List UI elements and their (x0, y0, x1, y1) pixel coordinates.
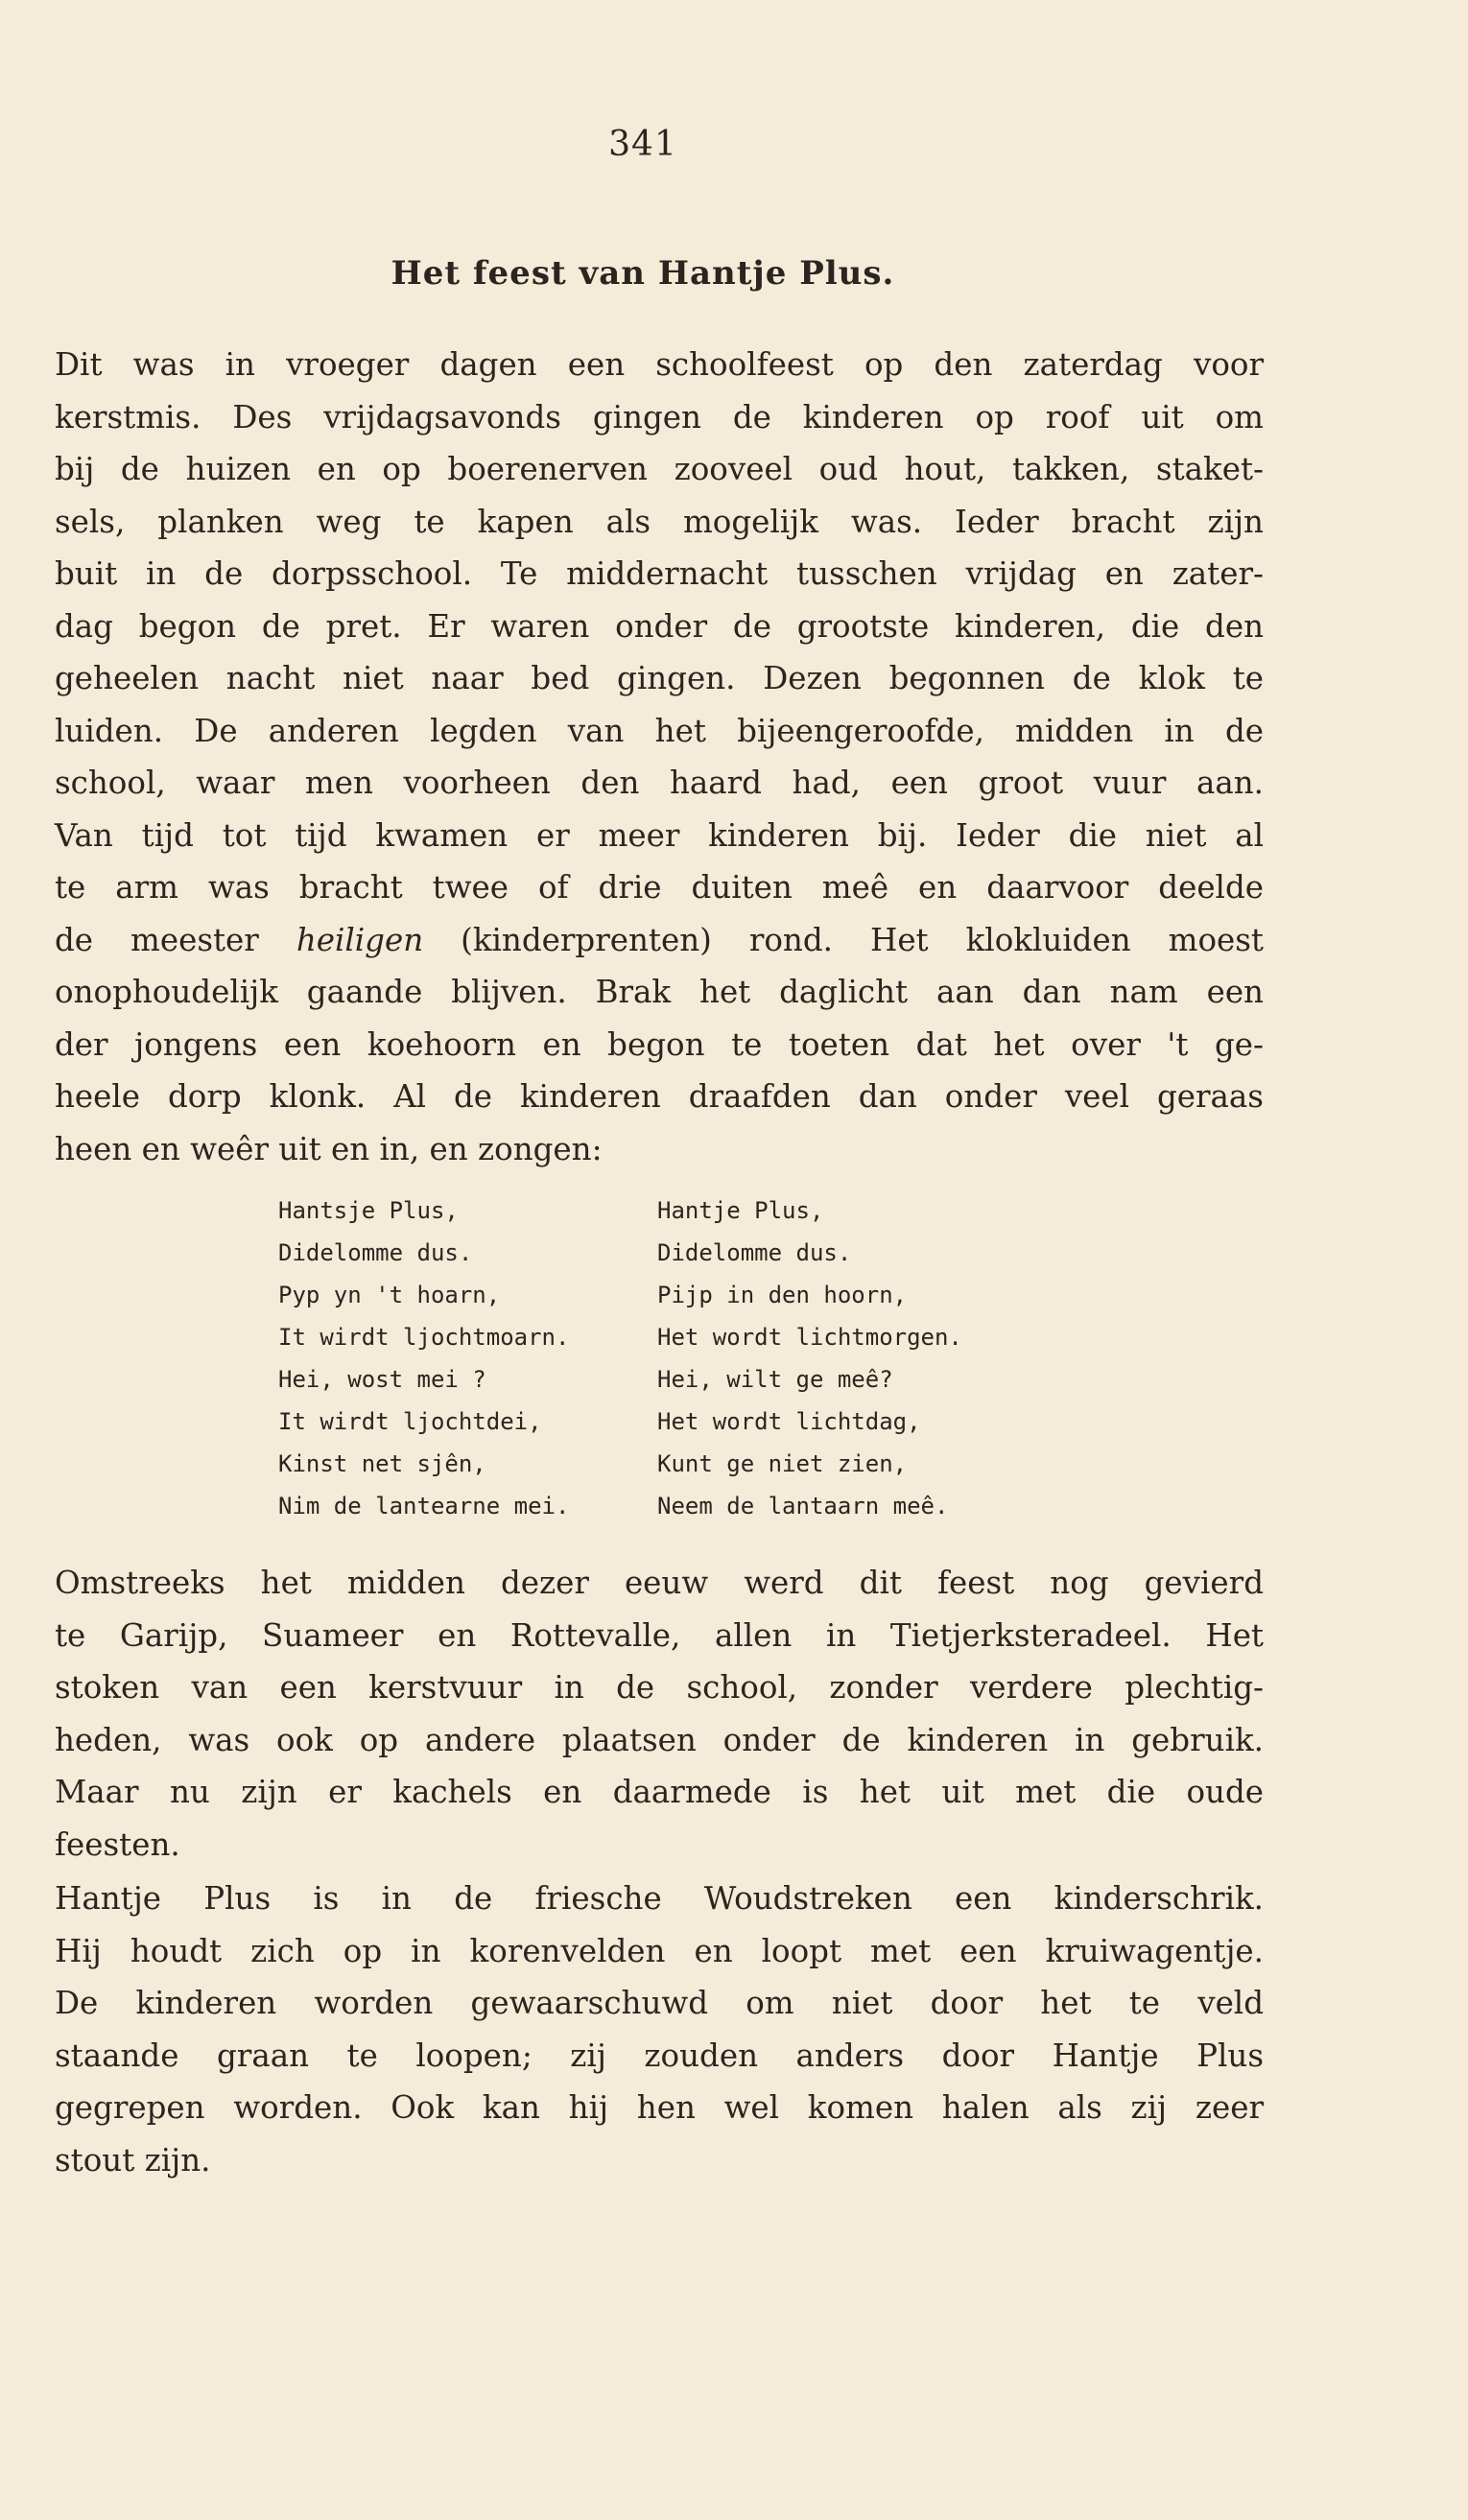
poem-frisian (278, 1189, 569, 1527)
poem-line: Het wordt lichtdag, (657, 1408, 921, 1435)
poem-line: Hei, wilt ge meê? (657, 1366, 893, 1393)
poem-line: Kunt ge niet zien, (657, 1450, 908, 1477)
poem-line: It wirdt ljochtmoarn. (278, 1324, 570, 1351)
text-line: Hij houdt zich op in korenvelden en loopt met een kruiwagentje. (55, 1932, 1264, 1969)
text-line: buit in de dorpsschool. Te middernacht tusschen vrijdag en zater- (55, 555, 1264, 592)
text-line: feesten. (55, 1825, 180, 1863)
text-line: Maar nu zijn er kachels en daarmede is het uit met die oude (55, 1774, 1264, 1810)
text-line: Dit was in vroeger dagen een schoolfeest op den zaterdag voor (55, 346, 1264, 383)
poem-line: Hei, wost mei ? (278, 1366, 486, 1393)
poem-line: Pijp in den hoorn, (657, 1282, 908, 1308)
poem-line: Didelomme dus. (657, 1239, 852, 1266)
text-line: Van tijd tot tijd kwamen er meer kinderen bij. Ieder die niet al (55, 816, 1264, 854)
text-line: te arm was bracht twee of drie duiten meê en daarvoor deelde (55, 869, 1264, 906)
poem-line: Pyp yn 't hoarn, (278, 1282, 501, 1308)
text-line: Omstreeks het midden dezer eeuw werd dit feest nog gevierd (55, 1565, 1264, 1601)
poem-line: Nim de lantearne mei. (278, 1493, 570, 1519)
text-line-with-italic (55, 914, 1264, 967)
poem-line: Het wordt lichtmorgen. (657, 1324, 962, 1351)
text-line: luiden. De anderen legden van het bijeengeroofde, midden in de (55, 712, 1264, 749)
text-line: heden, was ook op andere plaatsen onder de kinderen in gebruik. (55, 1721, 1264, 1758)
text-line: heen en weêr uit en in, en zongen: (55, 1130, 603, 1167)
text-line: stoken van een kerstvuur in de school, zonder verdere plechtig- (55, 1669, 1264, 1706)
page-title: Het feest van Hantje Plus. (391, 254, 895, 293)
hantje-paragraph (55, 1872, 1264, 2186)
text-line: stout zijn. (55, 2141, 211, 2179)
history-paragraph (55, 1557, 1264, 1871)
poem-line: Hantje Plus, (657, 1197, 824, 1224)
intro-paragraph (55, 339, 1264, 1175)
page-number: 341 (608, 125, 677, 164)
text-fragment: de meester (55, 921, 296, 958)
poem-line: It wirdt ljochtdei, (278, 1408, 542, 1435)
text-line: sels, planken weg te kapen als mogelijk was. Ieder bracht zijn (55, 503, 1264, 540)
text-line: dag begon de pret. Er waren onder de grootste kinderen, die den (55, 607, 1264, 645)
poem-line: Neem de lantaarn meê. (657, 1493, 949, 1519)
poem-line: Kinst net sjên, (278, 1450, 486, 1477)
text-line: school, waar men voorheen den haard had, een groot vuur aan. (55, 765, 1264, 801)
text-line: Hantje Plus is in de friesche Woudstreken een kinderschrik. (55, 1880, 1264, 1917)
text-fragment: (kinderprenten) rond. Het klokluiden moest (423, 921, 1264, 958)
text-line: kerstmis. Des vrijdagsavonds gingen de kinderen op roof uit om (55, 398, 1264, 436)
text-line: De kinderen worden gewaarschuwd om niet door het te veld (55, 1985, 1264, 2021)
text-line: der jongens een koehoorn en begon te toeten dat het over 't ge- (55, 1025, 1264, 1063)
poem-line: Didelomme dus. (278, 1239, 473, 1266)
text-line: te Garijp, Suameer en Rottevalle, allen in Tietjerksteradeel. Het (55, 1616, 1264, 1654)
text-line: gegrepen worden. Ook kan hij hen wel komen halen als zij zeer (55, 2089, 1264, 2126)
text-line: geheelen nacht niet naar bed gingen. Dezen begonnen de klok te (55, 660, 1264, 696)
poem-line: Hantsje Plus, (278, 1197, 459, 1224)
poem-dutch (657, 1189, 962, 1527)
text-line: heele dorp klonk. Al de kinderen draafden dan onder veel geraas (55, 1078, 1264, 1115)
text-line: staande graan te loopen; zij zouden anders door Hantje Plus (55, 2037, 1264, 2074)
text-line: bij de huizen en op boerenerven zooveel oud hout, takken, staket- (55, 451, 1264, 487)
text-line: onophoudelijk gaande blijven. Brak het daglicht aan dan nam een (55, 974, 1264, 1010)
italic-word: heiligen (296, 921, 424, 958)
